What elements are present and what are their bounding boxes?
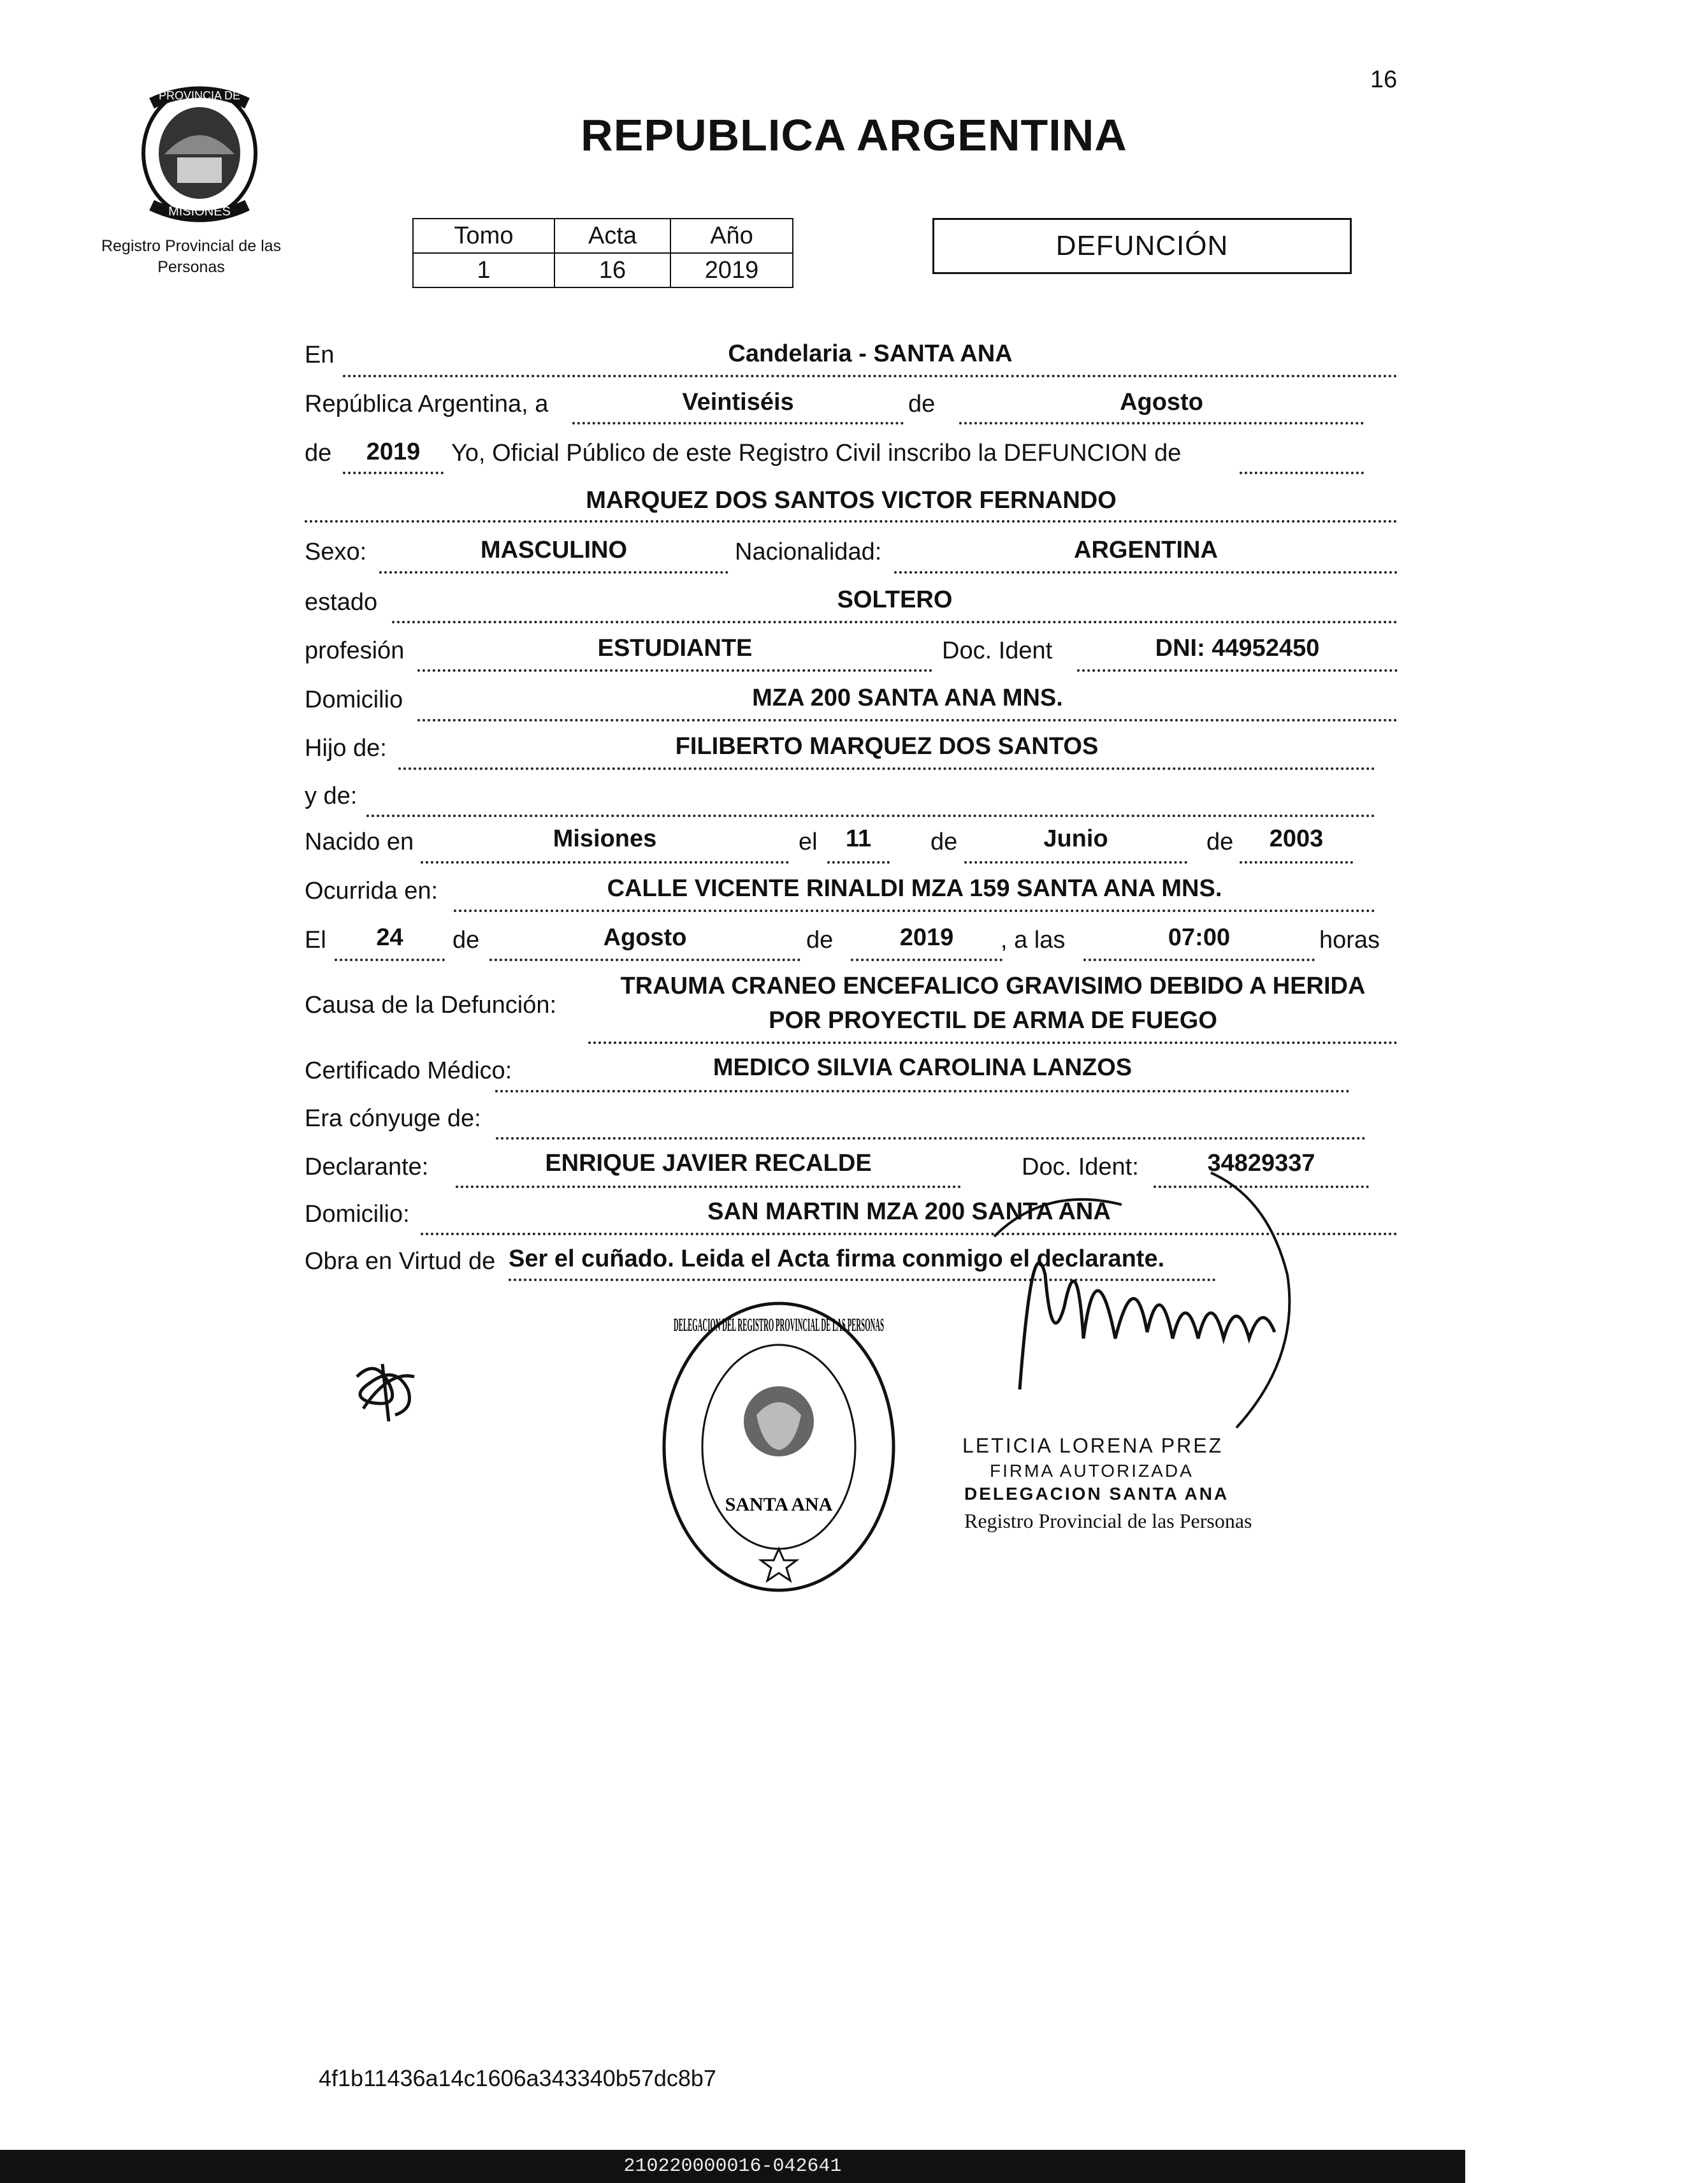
doc-ident2-value: 34829337 [1207, 1150, 1315, 1177]
nacionalidad-value: ARGENTINA [1074, 537, 1218, 563]
profesion-label: profesión [305, 637, 405, 664]
domicilio2-value: SAN MARTIN MZA 200 SANTA ANA [707, 1198, 1111, 1225]
horas-label: horas [1319, 927, 1380, 954]
ano-value: 2019 [670, 253, 793, 287]
seal-ring-text: DELEGACION DEL REGISTRO PROVINCIAL DE LAS PERSONAS [674, 1316, 884, 1335]
death-year: 2019 [899, 924, 954, 951]
birth-day: 11 [845, 825, 872, 852]
signer-office: DELEGACION SANTA ANA [964, 1484, 1229, 1504]
el2-label: El [305, 927, 326, 954]
en-value: Candelaria - SANTA ANA [728, 340, 1013, 367]
conyuge-label: Era cónyuge de: [305, 1105, 481, 1132]
doc-ident-label: Doc. Ident [942, 637, 1053, 664]
day-value: Veintiséis [682, 389, 794, 416]
domicilio2-label: Domicilio: [305, 1201, 410, 1228]
estado-label: estado [305, 589, 378, 616]
book-record-table [412, 218, 793, 288]
deceased-name: MARQUEZ DOS SANTOS VICTOR FERNANDO [586, 487, 1117, 514]
de-label-6: de [806, 927, 834, 954]
emblem-top-text: PROVINCIA DE [158, 89, 241, 102]
acta-value: 16 [554, 253, 670, 287]
inscribo-text: Yo, Oficial Público de este Registro Civil inscribo la DEFUNCION de [451, 440, 1182, 467]
birth-month: Junio [1043, 825, 1108, 852]
page-title: REPUBLICA ARGENTINA [581, 110, 1127, 160]
document-type-box: DEFUNCIÓN [932, 218, 1352, 274]
death-day: 24 [376, 924, 403, 951]
tomo-value: 1 [413, 253, 554, 287]
signer-registry: Registro Provincial de las Personas [964, 1509, 1252, 1532]
estado-value: SOLTERO [837, 586, 953, 613]
birth-year: 2003 [1269, 825, 1324, 852]
sexo-value: MASCULINO [480, 537, 628, 563]
en-label: En [305, 342, 335, 368]
de-label-4: de [1206, 829, 1234, 855]
el-label: el [799, 829, 818, 855]
emblem-bottom-text: MISIONES [168, 205, 231, 219]
domicilio-label: Domicilio [305, 686, 403, 713]
obra-label: Obra en Virtud de [305, 1248, 496, 1275]
obra-value: Ser el cuñado. Leida el Acta firma conmigo el declarante. [509, 1245, 1165, 1272]
doc-ident2-label: Doc. Ident: [1022, 1154, 1139, 1180]
year-value: 2019 [366, 439, 421, 465]
causa-line2: POR PROYECTIL DE ARMA DE FUEGO [769, 1007, 1217, 1034]
hijo-label: Hijo de: [305, 735, 387, 762]
ano-header: Año [670, 219, 793, 253]
declarante-value: ENRIQUE JAVIER RECALDE [545, 1150, 872, 1177]
de-label-1: de [908, 391, 936, 417]
profesion-value: ESTUDIANTE [597, 635, 753, 662]
certificado-value: MEDICO SILVIA CAROLINA LANZOS [713, 1054, 1133, 1081]
declarante-label: Declarante: [305, 1154, 429, 1180]
domicilio-value: MZA 200 SANTA ANA MNS. [752, 685, 1063, 711]
conyuge-line [496, 1103, 1366, 1140]
registry-seal-icon [651, 1294, 906, 1600]
death-time: 07:00 [1168, 924, 1231, 951]
seal-inner-text: SANTA ANA [725, 1494, 833, 1515]
signer-role: FIRMA AUTORIZADA [990, 1461, 1194, 1481]
document-hash: 4f1b11436a14c1606a343340b57dc8b7 [319, 2065, 716, 2091]
hijo-value: FILIBERTO MARQUEZ DOS SANTOS [675, 733, 1099, 760]
page-number: 16 [1370, 66, 1398, 93]
de-label-5: de [452, 927, 480, 954]
sexo-label: Sexo: [305, 539, 367, 565]
ocurrida-value: CALLE VICENTE RINALDI MZA 159 SANTA ANA MNS. [607, 875, 1222, 902]
footer-id: 210220000016-042641 [623, 2156, 842, 2177]
yde-label: y de: [305, 783, 358, 809]
official-signature-icon [969, 1147, 1338, 1466]
initials-signature-icon [344, 1351, 427, 1428]
de-label-3: de [930, 829, 958, 855]
causa-label: Causa de la Defunción: [305, 992, 557, 1019]
doc-ident-value: DNI: 44952450 [1155, 635, 1320, 662]
inscribo-line [1240, 437, 1364, 474]
nacionalidad-label: Nacionalidad: [735, 539, 882, 565]
acta-header: Acta [554, 219, 670, 253]
certificado-label: Certificado Médico: [305, 1057, 512, 1084]
alas-label: , a las [1001, 927, 1066, 954]
causa-line1: TRAUMA CRANEO ENCEFALICO GRAVISIMO DEBIDO A HERIDA [620, 973, 1366, 999]
month-value: Agosto [1120, 389, 1203, 416]
footer-bar [0, 2150, 1465, 2183]
signer-name: LETICIA LORENA PREZ [962, 1434, 1224, 1457]
nacido-label: Nacido en [305, 829, 414, 855]
de-label-2: de [305, 440, 332, 467]
republica-label: República Argentina, a [305, 391, 549, 417]
ocurrida-label: Ocurrida en: [305, 878, 438, 904]
tomo-header: Tomo [413, 219, 554, 253]
death-month: Agosto [603, 924, 687, 951]
nacido-value: Misiones [553, 825, 657, 852]
yde-line [366, 780, 1375, 817]
registry-caption: Registro Provincial de las Personas [101, 237, 282, 276]
